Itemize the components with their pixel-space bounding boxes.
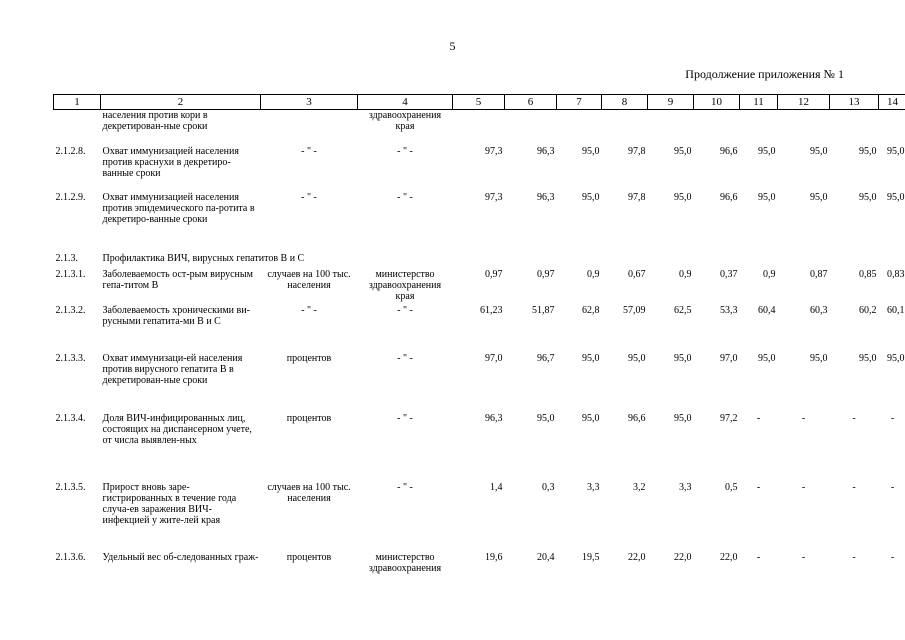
value-cell: 95,0 (887, 352, 905, 364)
value-cell: 95,0 (674, 191, 692, 203)
value-cell (694, 110, 740, 146)
column-header: 2 (101, 95, 261, 110)
row-number: 2.1.3.4. (55, 412, 86, 424)
value-cell: 0,5 (725, 481, 738, 493)
value-cell: 97,0 (720, 352, 738, 364)
value-cell: 95,0 (582, 412, 600, 424)
responsible-body: - " - (397, 352, 413, 364)
column-header: 8 (602, 95, 648, 110)
value-cell (830, 110, 879, 146)
row-number: 2.1.3.6. (55, 551, 86, 563)
value-cell: 95,0 (810, 352, 828, 364)
continuation-title: Продолжение приложения № 1 (685, 67, 844, 81)
value-cell: 96,6 (720, 145, 738, 157)
row-number: 2.1.3.5. (55, 481, 86, 493)
indicator-name: Охват иммунизацией населения против краснухи в декретиро-ванные сроки (102, 145, 239, 179)
value-cell: - (852, 412, 856, 424)
unit-of-measure: - " - (301, 304, 317, 316)
indicator-name: Охват иммунизацией населения против эпидемического па-ротита в декретиро-ванные сроки (102, 191, 255, 225)
value-cell: - (801, 481, 806, 493)
value-cell: 60,1 (887, 304, 905, 316)
value-cell: 62,5 (674, 304, 692, 316)
row-number: 2.1.3.2. (55, 304, 86, 316)
value-cell: 60,2 (859, 304, 877, 316)
value-cell: - (801, 412, 806, 424)
value-cell: 97,2 (720, 412, 738, 424)
indicator-name: Охват иммунизаци-ей населения против вирусного гепатита В в декретирован-ные сроки (102, 352, 243, 386)
value-cell: 3,3 (679, 481, 692, 493)
value-cell: 0,9 (679, 268, 692, 280)
table-row (54, 146, 905, 192)
responsible-body: министерство здравоохранения (368, 551, 442, 574)
indicator-name: Заболеваемость хроническими ви-русными гепатита-ми В и С (102, 304, 250, 327)
value-cell: 97,8 (628, 191, 646, 203)
table-row (54, 413, 905, 482)
value-cell: 22,0 (720, 551, 738, 563)
value-cell (740, 110, 778, 146)
value-cell: 96,3 (485, 412, 503, 424)
column-header: 12 (778, 95, 830, 110)
value-cell: 53,3 (720, 304, 738, 316)
unit-of-measure: - " - (301, 145, 317, 157)
value-cell: 0,83 (887, 268, 905, 280)
value-cell: - (756, 481, 761, 493)
unit-of-measure: процентов (286, 352, 332, 364)
value-cell: 97,3 (485, 191, 503, 203)
table-row (54, 110, 905, 146)
value-cell: 0,67 (628, 268, 646, 280)
indicator-name: Заболеваемость ост-рым вирусным гепа-титом В (102, 268, 253, 291)
section-row (54, 253, 905, 269)
value-cell: 95,0 (887, 191, 905, 203)
responsible-body: министерство здравоохранения края (368, 268, 442, 302)
column-header: 11 (740, 95, 778, 110)
unit-of-measure: процентов (286, 551, 332, 563)
value-cell: 0,87 (810, 268, 828, 280)
value-cell: 95,0 (537, 412, 555, 424)
row-number: 2.1.3. (55, 252, 78, 264)
table-header-row (54, 95, 905, 110)
value-cell: - (852, 551, 856, 563)
value-cell: 57,09 (623, 304, 646, 316)
value-cell: 62,8 (582, 304, 600, 316)
value-cell: 51,87 (532, 304, 555, 316)
table-row (54, 353, 905, 413)
column-header: 4 (358, 95, 453, 110)
value-cell: 1,4 (490, 481, 503, 493)
value-cell: 0,9 (763, 268, 776, 280)
responsible-body: - " - (397, 191, 413, 203)
value-cell: 95,0 (810, 145, 828, 157)
value-cell (648, 110, 694, 146)
value-cell: 95,0 (674, 412, 692, 424)
value-cell: 95,0 (810, 191, 828, 203)
value-cell: 95,0 (628, 352, 646, 364)
value-cell: 95,0 (674, 145, 692, 157)
value-cell: - (756, 412, 761, 424)
value-cell: 0,37 (720, 268, 738, 280)
unit-of-measure: процентов (286, 412, 332, 424)
value-cell: 96,6 (628, 412, 646, 424)
value-cell: 0,85 (859, 268, 877, 280)
value-cell: 97,8 (628, 145, 646, 157)
unit-of-measure: случаев на 100 тыс. населения (267, 481, 351, 504)
row-number (54, 110, 101, 146)
value-cell (453, 110, 505, 146)
value-cell: 95,0 (582, 145, 600, 157)
column-header: 9 (648, 95, 694, 110)
value-cell: 96,7 (537, 352, 555, 364)
column-header: 10 (694, 95, 740, 110)
section-title: Профилактика ВИЧ, вирусных гепатитов В и С (102, 252, 305, 264)
column-header: 3 (261, 95, 358, 110)
value-cell: 95,0 (758, 145, 776, 157)
column-header: 14 (879, 95, 905, 110)
value-cell: 19,6 (485, 551, 503, 563)
value-cell: 22,0 (674, 551, 692, 563)
value-cell: 60,3 (810, 304, 828, 316)
table-row (54, 482, 905, 552)
value-cell: 96,3 (537, 191, 555, 203)
value-cell: 3,3 (587, 481, 600, 493)
column-header: 6 (505, 95, 557, 110)
value-cell: - (890, 481, 895, 493)
table-row (54, 305, 905, 353)
value-cell: 97,0 (485, 352, 503, 364)
table-row (54, 269, 905, 305)
value-cell: 60,4 (758, 304, 776, 316)
column-header: 7 (557, 95, 602, 110)
value-cell: 95,0 (758, 191, 776, 203)
value-cell: 97,3 (485, 145, 503, 157)
row-number: 2.1.3.3. (55, 352, 86, 364)
column-header: 1 (54, 95, 101, 110)
value-cell: 95,0 (859, 191, 877, 203)
responsible-body: - " - (397, 481, 413, 493)
unit-of-measure (261, 110, 358, 146)
column-header: 5 (453, 95, 505, 110)
appendix-table (53, 94, 905, 578)
value-cell: 95,0 (859, 352, 877, 364)
value-cell: 3,2 (633, 481, 646, 493)
value-cell: 0,9 (587, 268, 600, 280)
table-row (54, 192, 905, 253)
value-cell: 95,0 (582, 191, 600, 203)
unit-of-measure: случаев на 100 тыс. населения (267, 268, 351, 291)
value-cell: 96,6 (720, 191, 738, 203)
value-cell: 22,0 (628, 551, 646, 563)
row-number: 2.1.2.9. (55, 191, 86, 203)
value-cell: 95,0 (674, 352, 692, 364)
value-cell: 0,3 (542, 481, 555, 493)
value-cell (879, 110, 905, 146)
value-cell (557, 110, 602, 146)
page-number: 5 (449, 39, 456, 53)
value-cell: 96,3 (537, 145, 555, 157)
table-row (54, 552, 905, 578)
responsible-body: - " - (397, 412, 413, 424)
value-cell (778, 110, 830, 146)
value-cell: 0,97 (485, 268, 503, 280)
value-cell: - (890, 551, 895, 563)
value-cell: 61,23 (480, 304, 503, 316)
value-cell (602, 110, 648, 146)
value-cell (505, 110, 557, 146)
value-cell: - (852, 481, 856, 493)
value-cell: - (756, 551, 761, 563)
value-cell: 95,0 (582, 352, 600, 364)
row-number: 2.1.2.8. (55, 145, 86, 157)
responsible-body: здравоохранения края (368, 110, 442, 132)
value-cell: 0,97 (537, 268, 555, 280)
indicator-name: Удельный вес об-следованных граж- (102, 551, 259, 563)
value-cell: 95,0 (758, 352, 776, 364)
responsible-body: - " - (397, 304, 413, 316)
unit-of-measure: - " - (301, 191, 317, 203)
indicator-name: населения против кори в декретирован-ные сроки (102, 110, 208, 132)
value-cell: 95,0 (859, 145, 877, 157)
column-header: 13 (830, 95, 879, 110)
value-cell: 20,4 (537, 551, 555, 563)
row-number: 2.1.3.1. (55, 268, 86, 280)
responsible-body: - " - (397, 145, 413, 157)
value-cell: 95,0 (887, 145, 905, 157)
value-cell: - (801, 551, 806, 563)
value-cell: 19,5 (582, 551, 600, 563)
indicator-name: Доля ВИЧ-инфицированных лиц, состоящих на диспансерном учете, от числа выявлен-ных (102, 412, 252, 446)
value-cell: - (890, 412, 895, 424)
indicator-name: Прирост вновь заре-гистрированных в течение года случа-ев заражения ВИЧ-инфекцией у жите-лей края (102, 481, 237, 526)
